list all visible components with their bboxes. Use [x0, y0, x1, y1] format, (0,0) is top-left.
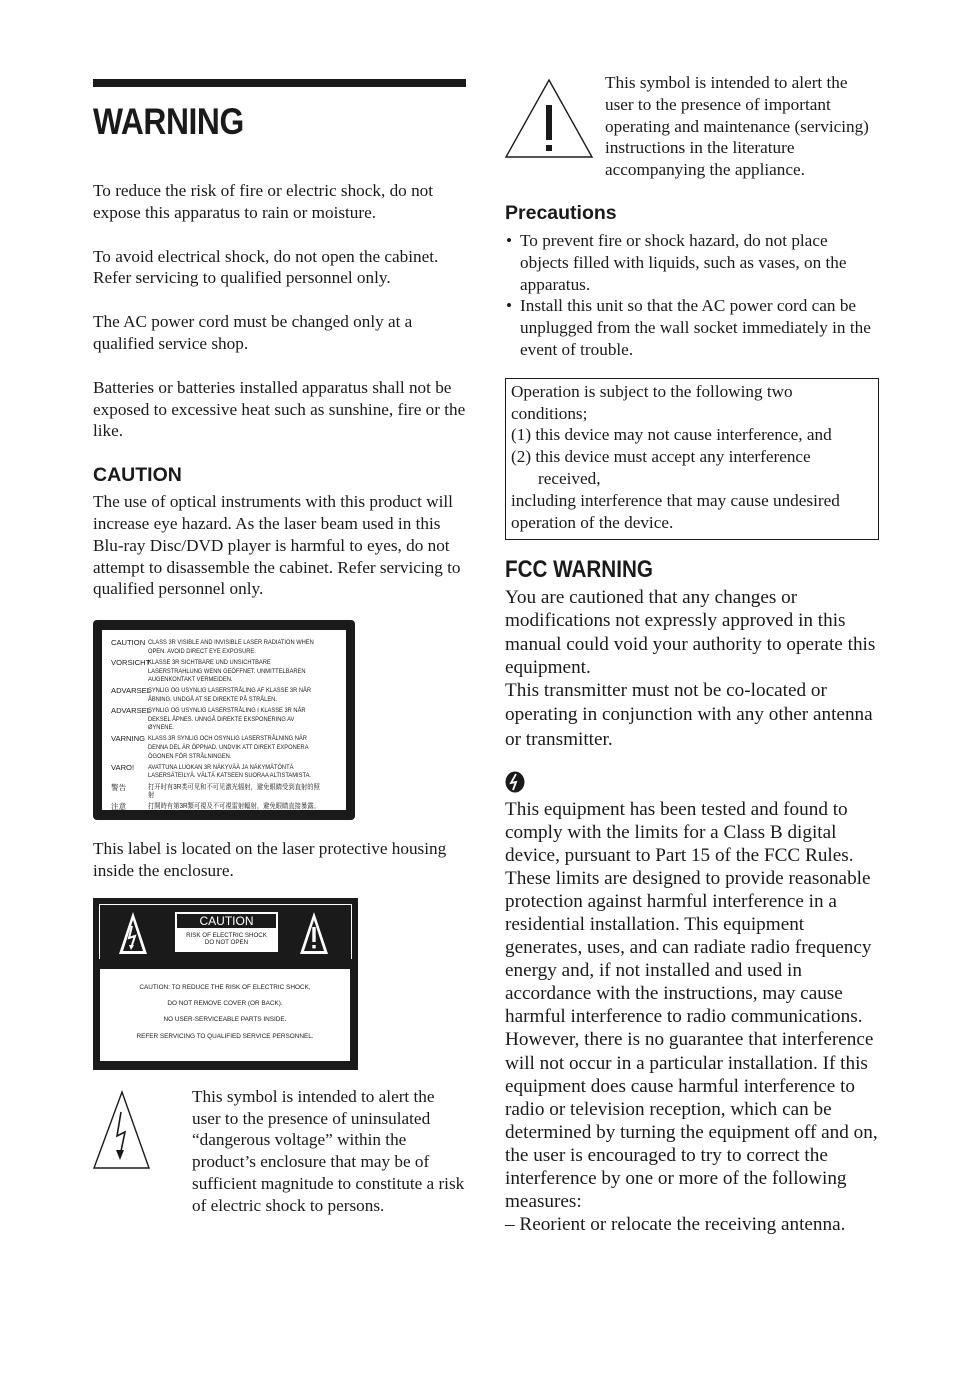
caution-label-line: REFER SERVICING TO QUALIFIED SERVICE PERSONNEL.	[136, 1032, 314, 1040]
caution-paragraph: The use of optical instruments with this product will increase eye hazard. As the laser beam used in this Blu-ray Disc/DVD player is harmful to eyes, do not attempt to disassemble the cabinet. Refer servicing to qualified personnel only.	[93, 492, 461, 599]
caution-label-line: NO USER-SERVICEABLE PARTS INSIDE.	[163, 1015, 287, 1023]
laser-label-row: CAUTION CLASS 3R VISIBLE AND INVISIBLE LASER RADIATION WHEN OPEN. AVOID DIRECT EYE EXPOSURE.	[111, 638, 314, 655]
caution-heading: CAUTION	[93, 464, 182, 487]
caution-label-line: DO NOT REMOVE COVER (OR BACK).	[167, 999, 283, 1007]
voltage-symbol-section	[93, 1086, 466, 1217]
laser-label-row: VARNING KLASS 3R SYNLIG OCH OSYNLIG LASERSTRÅLNING NÄR DENNA DEL ÄR ÖPPNAD. UNDVIK ATT DIREKT EXPONERA ÖGONEN FÖR STRÅLNINGEN.	[111, 734, 309, 760]
warning-paragraph-4: Batteries or batteries installed apparatus shall not be exposed to excessive heat such as sunshine, fire or the like.	[93, 377, 466, 441]
warning-paragraph-2: To avoid electrical shock, do not open the cabinet. Refer servicing to qualified personnel only.	[93, 246, 439, 288]
right-column	[505, 72, 879, 1236]
lightning-warning-icon	[117, 910, 149, 956]
list-item: • To prevent fire or shock hazard, do not place objects filled with liquids, such as vases, on the apparatus.	[505, 230, 879, 295]
precautions-heading: Precautions	[505, 201, 617, 224]
page-title: WARNING	[93, 101, 244, 142]
fcc-measure-item: – Reorient or relocate the receiving antenna.	[505, 1214, 846, 1236]
condition-item: (2) this device must accept any interference received,	[511, 447, 811, 488]
laser-label-row: 注意 打開時有第3R類可視及不可視雷射輻射，避免眼睛直接暴露。	[111, 802, 320, 812]
precautions-list	[505, 230, 879, 361]
warning-paragraph-3: The AC power cord must be changed only at a qualified service shop.	[93, 312, 413, 353]
caution-label-subtitle-2: DO NOT OPEN	[204, 938, 249, 946]
left-column	[93, 79, 466, 1217]
laser-label-row: VARO! AVATTUNA LUOKAN 3R NÄKYVÄÄ JA NÄKYMÄTÖNTÄ LASERSÄTEILYÄ. VÄLTÄ KATSEEN SUORAA ALTISTAMISTA.	[111, 762, 312, 780]
exclamation-warning-icon	[298, 910, 330, 956]
caution-label-subtitle-1: RISK OF ELECTRIC SHOCK	[186, 931, 267, 939]
electric-shock-caution-label	[93, 898, 358, 1070]
fcc-paragraph-2: This transmitter must not be co-located or operating in conjunction with any other antenna or transmitter.	[505, 679, 873, 750]
warning-paragraph-1: To reduce the risk of fire or electric shock, do not expose this apparatus to rain or moisture.	[93, 181, 434, 222]
caution-label-line: CAUTION: TO REDUCE THE RISK OF ELECTRIC SHOCK,	[139, 983, 311, 991]
label-location-note: This label is located on the laser protective housing inside the enclosure.	[93, 839, 447, 880]
fcc-paragraph-1: You are cautioned that any changes or modifications not expressly approved in this manual could void your authority to operate this equipment.	[505, 587, 876, 678]
fcc-note-paragraph: This equipment has been tested and found to comply with the limits for a Class B digital device, pursuant to Part 15 of the FCC Rules. These limits are designed to provide reasonable protection against harmful interference in a residential installation. This equipment generates, uses, and can radiate radio frequency energy and, if not installed and used in accordance with the instructions, may cause harmful interference to radio communications. However, there is no guarantee that interference will not occur in a particular installation. If this equipment does cause harmful interference to radio or television reception, which can be determined by turning the equipment off and on, the user is encouraged to try to correct the interference by one or more of the following measures:	[505, 798, 878, 1213]
conditions-outro: including interference that may cause undesired operation of the device.	[511, 490, 840, 532]
voltage-symbol-description: This symbol is intended to alert the user to the presence of uninsulated “dangerous voltage” within the product’s enclosure that may be of sufficient magnitude to constitute a risk of electric shock to persons.	[192, 1086, 465, 1215]
laser-label-row: 警告 打开时有3R类可见和不可见激光辐射，避免眼睛受到直射的照射	[111, 782, 320, 800]
heading-rule	[93, 79, 466, 87]
laser-label-row: VORSICHT KLASSE 3R SICHTBARE UND UNSICHTBARE LASERSTRAHLUNG WENN GEÖFFNET. UNMITTELBAREN AUGENKONTAKT VERMEIDEN.	[111, 657, 306, 684]
condition-item: (1) this device may not cause interference, and	[511, 425, 832, 445]
laser-label-row: ADVARSEL SYNLIG OG USYNLIG LASERSTRÅLING AF KLASSE 3R NÅR ÅBNING. UNDGÅ AT SE DIREKTE PÅ STRÅLEN.	[111, 686, 312, 703]
laser-label-row: ADVARSEL SYNLIG OG USYNLIG LASERSTRÅLING I KLASSE 3R NÅR DEKSEL ÅPNES. UNNGÅ DIREKTE EKSPONERING AV ØYNENE.	[111, 706, 306, 732]
exclamation-triangle-icon	[505, 78, 605, 168]
exclamation-symbol-description: This symbol is intended to alert the user to the presence of important operating and maintenance (servicing) instructions in the literature accompanying the appliance.	[605, 73, 869, 180]
caution-label-title: CAUTION	[177, 914, 276, 928]
laser-warning-label	[93, 620, 355, 820]
note-icon	[505, 771, 525, 793]
fcc-conditions-box	[505, 378, 879, 541]
list-item: • Install this unit so that the AC power cord can be unplugged from the wall socket immediately in the event of trouble.	[505, 295, 879, 360]
conditions-intro: Operation is subject to the following two conditions;	[511, 381, 793, 423]
lightning-triangle-icon	[93, 1090, 192, 1174]
fcc-warning-heading: FCC WARNING	[505, 556, 653, 584]
exclamation-symbol-section	[505, 72, 879, 181]
